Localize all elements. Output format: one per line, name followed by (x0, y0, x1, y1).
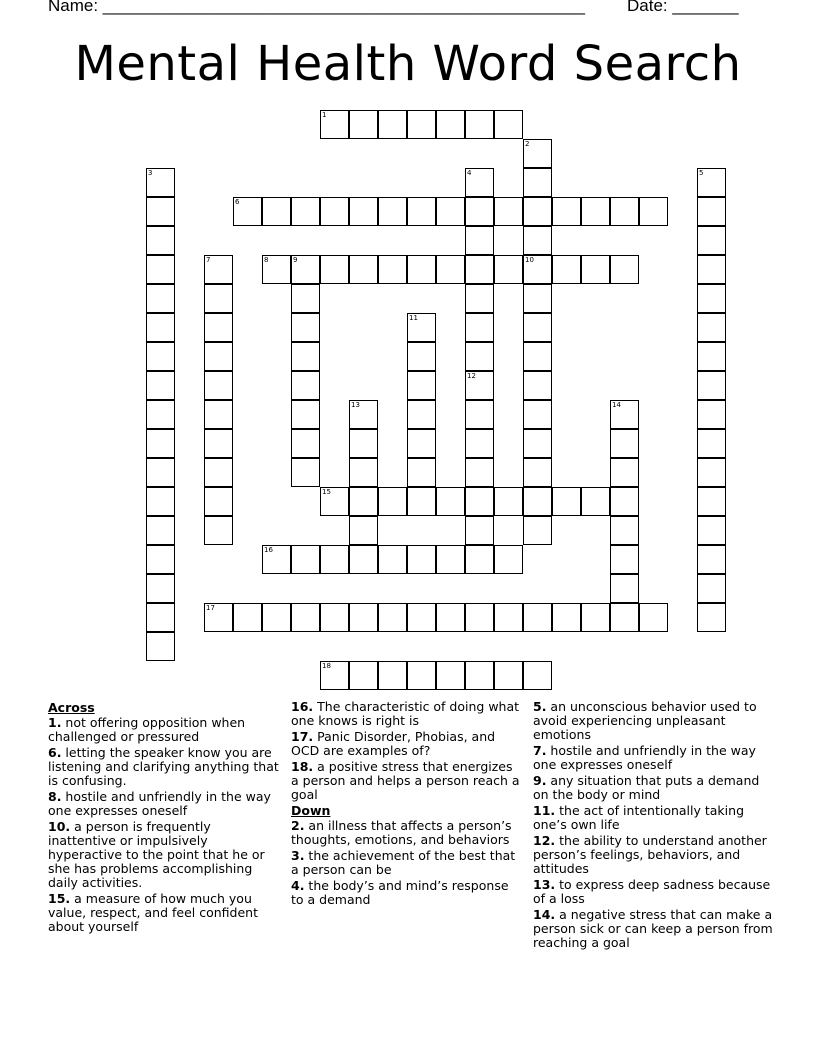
clue-number-label: 11 (409, 314, 418, 322)
clue-text: the body’s and mind’s response to a demand (291, 878, 509, 907)
grid-cell[interactable] (697, 516, 726, 545)
grid-cell[interactable] (610, 516, 639, 545)
grid-cell[interactable] (494, 487, 523, 516)
clue-number-label: 9 (293, 256, 298, 264)
grid-cell[interactable] (407, 661, 436, 690)
grid-cell[interactable] (349, 545, 378, 574)
grid-cell[interactable] (610, 197, 639, 226)
grid-cell[interactable] (146, 400, 175, 429)
grid-cell[interactable] (146, 545, 175, 574)
grid-cell[interactable] (320, 545, 349, 574)
grid-cell[interactable] (465, 487, 494, 516)
grid-cell[interactable] (320, 603, 349, 632)
grid-cell[interactable] (697, 255, 726, 284)
grid-cell[interactable] (291, 313, 320, 342)
grid-cell[interactable] (407, 255, 436, 284)
grid-cell[interactable] (349, 429, 378, 458)
clue-number: 13. (533, 877, 556, 892)
grid-cell[interactable] (523, 516, 552, 545)
clue-number: 12. (533, 833, 556, 848)
clue-number: 11. (533, 803, 556, 818)
grid-cell[interactable] (146, 226, 175, 255)
grid-cell[interactable] (523, 226, 552, 255)
grid-cell[interactable] (697, 284, 726, 313)
clue-item (48, 892, 280, 934)
grid-cell[interactable] (523, 429, 552, 458)
grid-cell[interactable] (407, 371, 436, 400)
grid-cell[interactable] (291, 429, 320, 458)
grid-cell[interactable] (465, 342, 494, 371)
grid-cell[interactable] (523, 284, 552, 313)
grid-cell[interactable] (349, 110, 378, 139)
clue-item (533, 774, 773, 802)
grid-cell[interactable] (436, 255, 465, 284)
clue-number: 17. (291, 729, 314, 744)
grid-cell[interactable] (523, 168, 552, 197)
grid-cell[interactable] (523, 371, 552, 400)
grid-cell[interactable] (349, 516, 378, 545)
grid-cell[interactable] (204, 284, 233, 313)
grid-cell[interactable] (552, 487, 581, 516)
grid-cell[interactable] (697, 458, 726, 487)
name-field-line[interactable]: Name: ___________________________________________________ (48, 0, 585, 15)
grid-cell[interactable] (494, 110, 523, 139)
grid-cell[interactable] (610, 429, 639, 458)
grid-cell[interactable] (146, 284, 175, 313)
grid-cell[interactable] (523, 603, 552, 632)
grid-cell[interactable] (465, 603, 494, 632)
grid-cell[interactable] (378, 197, 407, 226)
clue-number-label: 17 (206, 604, 215, 612)
clue-number: 4. (291, 878, 305, 893)
clue-item (533, 878, 773, 906)
grid-cell[interactable] (291, 603, 320, 632)
grid-cell[interactable] (697, 574, 726, 603)
grid-cell[interactable] (146, 574, 175, 603)
clue-item (291, 760, 523, 802)
grid-cell[interactable] (494, 197, 523, 226)
grid-cell[interactable] (262, 603, 291, 632)
grid-cell[interactable] (320, 255, 349, 284)
grid-cell[interactable] (552, 255, 581, 284)
grid-cell[interactable] (523, 342, 552, 371)
grid-cell[interactable] (523, 400, 552, 429)
grid-cell[interactable] (465, 516, 494, 545)
clue-text: hostile and unfriendly in the way one expresses oneself (533, 743, 756, 772)
grid-cell[interactable] (697, 545, 726, 574)
clue-item (533, 744, 773, 772)
clue-text: hostile and unfriendly in the way one expresses oneself (48, 789, 271, 818)
grid-cell[interactable] (465, 226, 494, 255)
grid-cell[interactable] (291, 197, 320, 226)
down-heading: Down (291, 803, 331, 818)
clue-item (48, 790, 280, 818)
grid-cell[interactable] (465, 197, 494, 226)
clue-number-label: 6 (235, 198, 240, 206)
clue-text: letting the speaker know you are listening and clarifying anything that is confusing. (48, 745, 279, 788)
grid-cell[interactable] (204, 429, 233, 458)
grid-cell[interactable] (552, 197, 581, 226)
grid-cell[interactable] (204, 487, 233, 516)
grid-cell[interactable] (378, 661, 407, 690)
clue-number: 14. (533, 907, 556, 922)
grid-cell[interactable] (523, 458, 552, 487)
grid-cell[interactable] (465, 429, 494, 458)
clue-text: the achievement of the best that a person can be (291, 848, 516, 877)
grid-cell[interactable] (146, 255, 175, 284)
grid-cell[interactable] (204, 400, 233, 429)
clue-number: 1. (48, 715, 62, 730)
clue-text: a negative stress that can make a person sick or can keep a person from reaching a goal (533, 907, 773, 950)
grid-cell[interactable] (523, 487, 552, 516)
grid-cell[interactable] (697, 226, 726, 255)
clue-text: a measure of how much you value, respect, and feel confident about yourself (48, 891, 258, 934)
clue-text: the act of intentionally taking one’s own life (533, 803, 745, 832)
grid-cell[interactable] (494, 603, 523, 632)
clue-number-label: 16 (264, 546, 273, 554)
clue-item (533, 804, 773, 832)
grid-cell[interactable] (146, 458, 175, 487)
grid-cell[interactable] (146, 429, 175, 458)
clue-number-label: 5 (699, 169, 704, 177)
clue-text: to express deep sadness because of a loss (533, 877, 771, 906)
grid-cell[interactable] (436, 661, 465, 690)
grid-cell[interactable] (436, 110, 465, 139)
grid-cell[interactable] (494, 255, 523, 284)
clue-item (533, 834, 773, 876)
grid-cell[interactable] (523, 661, 552, 690)
grid-cell[interactable] (378, 487, 407, 516)
grid-cell[interactable] (610, 603, 639, 632)
grid-cell[interactable] (407, 429, 436, 458)
clue-number-label: 10 (525, 256, 534, 264)
grid-cell[interactable] (610, 545, 639, 574)
grid-cell[interactable] (204, 458, 233, 487)
grid-cell[interactable] (465, 255, 494, 284)
clue-number: 7. (533, 743, 547, 758)
grid-cell[interactable] (378, 255, 407, 284)
clue-number: 10. (48, 819, 71, 834)
clues-column-1 (48, 700, 280, 936)
grid-cell[interactable] (465, 400, 494, 429)
grid-cell[interactable] (146, 313, 175, 342)
grid-cell[interactable] (378, 110, 407, 139)
grid-cell[interactable] (204, 313, 233, 342)
grid-cell[interactable] (349, 661, 378, 690)
clue-item (291, 849, 523, 877)
grid-cell[interactable] (146, 487, 175, 516)
clue-number: 8. (48, 789, 62, 804)
clue-text: a positive stress that energizes a person and helps a person reach a goal (291, 759, 520, 802)
clues-column-3 (533, 700, 773, 952)
clue-item (291, 700, 523, 728)
grid-cell[interactable] (407, 545, 436, 574)
grid-cell[interactable] (610, 487, 639, 516)
clue-number: 15. (48, 891, 71, 906)
grid-cell[interactable] (465, 313, 494, 342)
grid-cell[interactable] (494, 545, 523, 574)
grid-cell[interactable] (581, 487, 610, 516)
grid-cell[interactable] (581, 603, 610, 632)
grid-cell[interactable] (697, 429, 726, 458)
clue-number: 3. (291, 848, 305, 863)
clue-number-label: 13 (351, 401, 360, 409)
grid-cell[interactable] (436, 197, 465, 226)
grid-cell[interactable] (349, 255, 378, 284)
grid-cell[interactable] (697, 197, 726, 226)
grid-cell[interactable] (146, 603, 175, 632)
clue-text: the ability to understand another person’s feelings, behaviors, and attitudes (533, 833, 767, 876)
grid-cell[interactable] (465, 545, 494, 574)
grid-cell[interactable] (436, 487, 465, 516)
grid-cell[interactable] (697, 342, 726, 371)
grid-cell[interactable] (465, 458, 494, 487)
grid-cell[interactable] (494, 661, 523, 690)
grid-cell[interactable] (378, 545, 407, 574)
clue-text: not offering opposition when challenged or pressured (48, 715, 246, 744)
clue-number-label: 2 (525, 140, 530, 148)
clue-number: 18. (291, 759, 314, 774)
clues-column-2 (291, 700, 523, 909)
grid-cell[interactable] (146, 632, 175, 661)
grid-cell[interactable] (610, 458, 639, 487)
clue-text: The characteristic of doing what one knows is right is (291, 699, 520, 728)
grid-cell[interactable] (465, 110, 494, 139)
page-title: Mental Health Word Search (74, 36, 742, 92)
grid-cell[interactable] (291, 545, 320, 574)
grid-cell[interactable] (465, 661, 494, 690)
grid-cell[interactable] (407, 400, 436, 429)
clue-number-label: 8 (264, 256, 269, 264)
grid-cell[interactable] (146, 516, 175, 545)
grid-cell[interactable] (349, 197, 378, 226)
grid-cell[interactable] (610, 574, 639, 603)
clue-number-label: 15 (322, 488, 331, 496)
grid-cell[interactable] (407, 458, 436, 487)
grid-cell[interactable] (407, 603, 436, 632)
grid-cell[interactable] (523, 197, 552, 226)
grid-cell[interactable] (407, 197, 436, 226)
clue-item (48, 746, 280, 788)
grid-cell[interactable] (581, 197, 610, 226)
grid-cell[interactable] (204, 516, 233, 545)
grid-cell[interactable] (204, 371, 233, 400)
clue-number-label: 4 (467, 169, 472, 177)
grid-cell[interactable] (378, 603, 407, 632)
grid-cell[interactable] (436, 545, 465, 574)
clue-item (291, 819, 523, 847)
clue-text: Panic Disorder, Phobias, and OCD are examples of? (291, 729, 496, 758)
clue-number: 16. (291, 699, 314, 714)
grid-cell[interactable] (436, 603, 465, 632)
grid-cell[interactable] (320, 197, 349, 226)
clue-number-label: 3 (148, 169, 153, 177)
clue-number-label: 1 (322, 111, 327, 119)
grid-cell[interactable] (291, 458, 320, 487)
clue-item (291, 730, 523, 758)
grid-cell[interactable] (233, 603, 262, 632)
clue-number-label: 14 (612, 401, 621, 409)
grid-cell[interactable] (697, 400, 726, 429)
grid-cell[interactable] (349, 603, 378, 632)
grid-cell[interactable] (697, 603, 726, 632)
clue-number: 5. (533, 699, 547, 714)
clue-number: 6. (48, 745, 62, 760)
grid-cell[interactable] (349, 458, 378, 487)
clue-item (48, 820, 280, 890)
grid-cell[interactable] (146, 197, 175, 226)
grid-cell[interactable] (465, 284, 494, 313)
grid-cell[interactable] (697, 313, 726, 342)
grid-cell[interactable] (146, 342, 175, 371)
clue-item (533, 700, 773, 742)
grid-cell[interactable] (146, 371, 175, 400)
grid-cell[interactable] (262, 197, 291, 226)
clue-text: a person is frequently inattentive or impulsively hyperactive to the point that he or she has problems accomplishing daily activities. (48, 819, 265, 890)
clue-text: an illness that affects a person’s thoughts, emotions, and behaviors (291, 818, 512, 847)
clue-number: 9. (533, 773, 547, 788)
grid-cell[interactable] (552, 603, 581, 632)
grid-cell[interactable] (407, 110, 436, 139)
clue-item (533, 908, 773, 950)
grid-cell[interactable] (349, 487, 378, 516)
grid-cell[interactable] (697, 371, 726, 400)
grid-cell[interactable] (407, 342, 436, 371)
clue-item (291, 879, 523, 907)
grid-cell[interactable] (291, 400, 320, 429)
grid-cell[interactable] (291, 284, 320, 313)
grid-cell[interactable] (204, 342, 233, 371)
grid-cell[interactable] (291, 342, 320, 371)
grid-cell[interactable] (697, 487, 726, 516)
grid-cell[interactable] (291, 371, 320, 400)
grid-cell[interactable] (639, 603, 668, 632)
clue-item (48, 716, 280, 744)
grid-cell[interactable] (407, 487, 436, 516)
grid-cell[interactable] (581, 255, 610, 284)
clue-text: any situation that puts a demand on the body or mind (533, 773, 760, 802)
grid-cell[interactable] (639, 197, 668, 226)
grid-cell[interactable] (610, 255, 639, 284)
date-field-line[interactable]: Date: _______ (627, 0, 739, 15)
grid-cell[interactable] (523, 313, 552, 342)
clue-number: 2. (291, 818, 305, 833)
clue-text: an unconscious behavior used to avoid experiencing unpleasant emotions (533, 699, 757, 742)
clue-number-label: 18 (322, 662, 331, 670)
clue-number-label: 12 (467, 372, 476, 380)
clue-number-label: 7 (206, 256, 211, 264)
across-heading: Across (48, 700, 95, 715)
